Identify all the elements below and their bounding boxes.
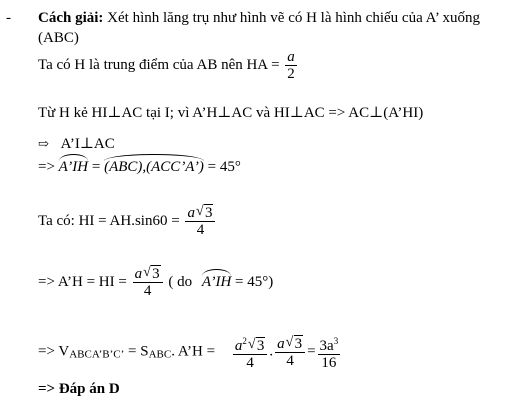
angle-aih-text: A’IH xyxy=(58,159,89,175)
line-ah xyxy=(38,266,273,299)
frac-den: 16 xyxy=(321,355,337,371)
ah-text: => A’H = HI = xyxy=(38,273,127,290)
frac-den: 4 xyxy=(143,283,152,299)
eq-sign: = xyxy=(307,343,316,360)
frac-den: 2 xyxy=(287,66,295,82)
fraction-result xyxy=(318,333,341,371)
intro-line-1 xyxy=(38,9,480,27)
frac-num: a√ 3 xyxy=(185,205,215,222)
frac-num: $3a^3$ xyxy=(318,333,341,355)
s-subscript: ABC xyxy=(148,348,172,361)
line-volume xyxy=(38,333,342,371)
fraction-a-over-2 xyxy=(285,49,297,82)
line-perpendicular: Từ H kẻ HI⊥AC tại I; vì A’H⊥AC và HI⊥AC => AC⊥(A’HI) xyxy=(38,105,424,121)
intro-line-2: (ABC) xyxy=(38,30,79,46)
ha-text: Ta có H là trung điểm của AB nên HA = xyxy=(38,56,280,73)
fraction-a-sqrt3-over-4 xyxy=(185,205,215,238)
do-tail: = 45°) xyxy=(235,273,274,290)
line-angle xyxy=(38,154,241,176)
intro-text: Xét hình lăng trụ như hình vẽ có H là hình chiếu của A’ xuống xyxy=(107,10,480,26)
do-text: ( do xyxy=(168,273,193,290)
frac-num: a√ 3 xyxy=(275,336,305,353)
v-subscript: ABCA’B’C’ xyxy=(69,348,125,361)
line-ha xyxy=(38,49,299,82)
angle-planes-text: (ABC),(ACC’A’) xyxy=(104,159,204,175)
frac-num: $a^2√$ 3 xyxy=(233,333,268,355)
frac-den: 4 xyxy=(286,352,294,369)
angle-prefix: => xyxy=(38,159,55,175)
answer: => Đáp án D xyxy=(38,381,120,397)
v-prefix: => V xyxy=(38,343,70,360)
v-rest: . A’H = xyxy=(171,343,216,360)
mult-dot: . xyxy=(269,343,274,360)
aip-text: A’I⊥AC xyxy=(60,136,115,152)
frac-num: a√ 3 xyxy=(133,266,163,283)
angle-aih xyxy=(59,154,88,176)
angle-aih: A’IH xyxy=(202,269,231,291)
angle-value: = 45° xyxy=(207,159,241,175)
v-mid: = S xyxy=(128,343,149,360)
line-a-i-perp xyxy=(38,135,115,154)
double-arrow-icon: ⇨ xyxy=(38,137,49,152)
hi-text: Ta có: HI = AH.sin60 = xyxy=(38,212,180,229)
heading: Cách giải: xyxy=(38,10,104,26)
frac-den: 4 xyxy=(196,222,205,238)
fraction-a-sqrt3-over-4 xyxy=(275,336,305,369)
angle-eq: = xyxy=(91,159,101,175)
angle-planes xyxy=(104,154,204,176)
frac-den: 4 xyxy=(246,355,254,371)
fraction-a2-sqrt3-over-4 xyxy=(233,333,268,371)
list-bullet: - xyxy=(6,10,11,26)
frac-num: a xyxy=(287,49,295,65)
fraction-a-sqrt3-over-4 xyxy=(133,266,163,299)
line-hi xyxy=(38,205,217,238)
